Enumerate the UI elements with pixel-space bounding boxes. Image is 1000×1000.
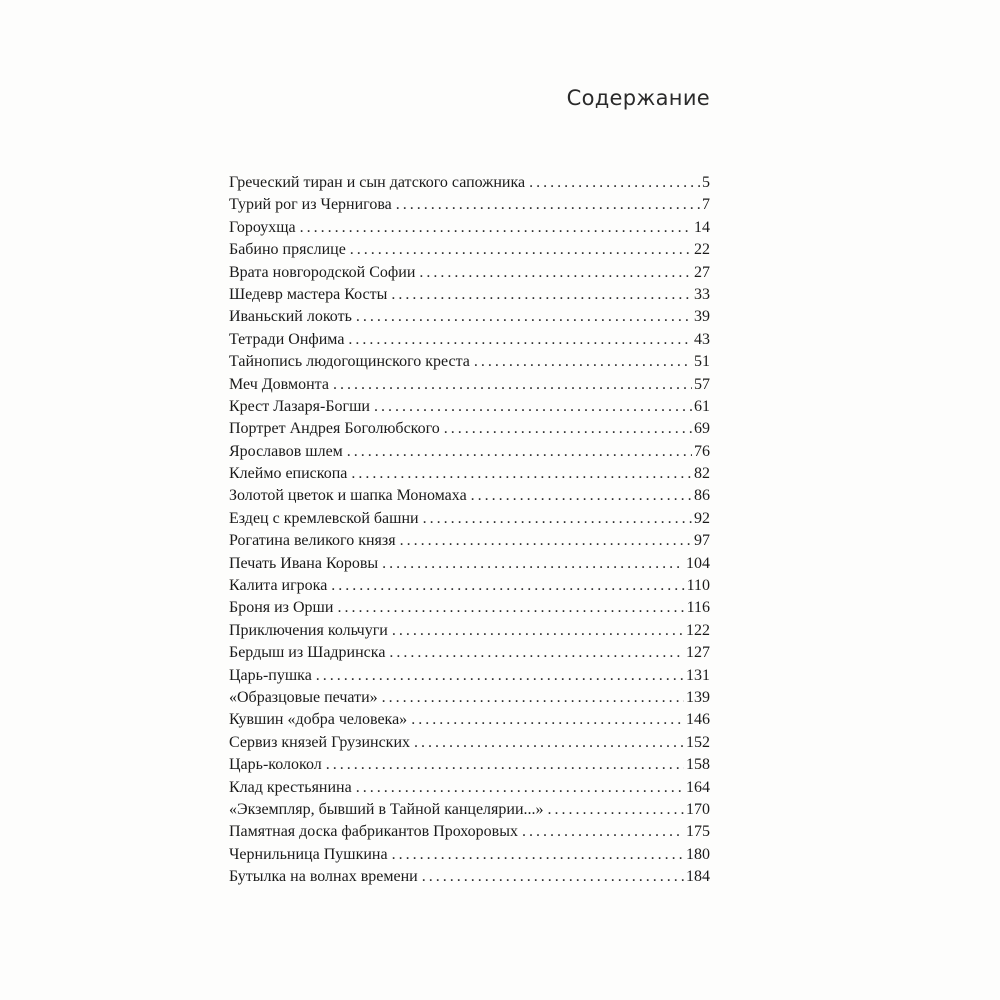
toc-entry xyxy=(229,353,710,375)
toc-entry-page-number: 97 xyxy=(694,532,710,550)
dot-leader xyxy=(444,420,692,438)
toc-entry-page-number: 131 xyxy=(686,666,710,684)
toc-entry-title: Клеймо епископа xyxy=(229,465,348,483)
toc-entry-page-number: 122 xyxy=(686,621,710,639)
toc-entry-title: Броня из Орши xyxy=(229,599,334,617)
toc-entry-page-number: 27 xyxy=(694,263,710,281)
toc-entry-page-number: 146 xyxy=(686,711,710,729)
toc-entry xyxy=(229,823,710,845)
page-title: Содержание xyxy=(566,86,710,111)
dot-leader xyxy=(529,174,700,192)
toc-entry-page-number: 33 xyxy=(694,285,710,303)
toc-entry-title: «Образцовые печати» xyxy=(229,688,378,706)
dot-leader xyxy=(419,264,692,282)
toc-entry xyxy=(229,465,710,487)
toc-entry-title: Тайнопись людогощинского креста xyxy=(229,353,470,371)
toc-entry-page-number: 164 xyxy=(686,778,710,796)
dot-leader xyxy=(422,868,684,886)
dot-leader xyxy=(348,331,692,349)
toc-entry xyxy=(229,510,710,532)
toc-entry xyxy=(229,443,710,465)
dot-leader xyxy=(391,286,692,304)
toc-entry xyxy=(229,756,710,778)
toc-entry-page-number: 5 xyxy=(702,174,710,191)
toc-entry xyxy=(229,196,710,218)
toc-entry xyxy=(229,711,710,733)
toc-entry-title: Меч Довмонта xyxy=(229,375,329,393)
toc-entry-title: Калита игрока xyxy=(229,577,328,595)
toc-entry-page-number: 116 xyxy=(686,599,710,617)
toc-entry-title: «Экземпляр, бывший в Тайной канцелярии...» xyxy=(229,800,544,818)
toc-entry-title: Кувшин «добра человека» xyxy=(229,711,408,729)
toc-entry-page-number: 184 xyxy=(686,868,710,886)
dot-leader xyxy=(423,510,692,528)
toc-entry-title: Шедевр мастера Косты xyxy=(229,285,388,303)
dot-leader xyxy=(333,376,692,394)
toc-entry-page-number: 104 xyxy=(686,554,710,572)
toc-entry-page-number: 82 xyxy=(694,465,710,483)
dot-leader xyxy=(347,443,692,461)
toc-entry-title: Врата новгородской Софии xyxy=(229,263,416,281)
toc-entry-page-number: 158 xyxy=(686,756,710,774)
toc-entry-title: Клад крестьянина xyxy=(229,778,352,796)
toc-entry-title: Чернильница Пушкина xyxy=(229,845,388,863)
toc-entry-title: Бердыш из Шадринска xyxy=(229,644,386,662)
dot-leader xyxy=(337,599,684,617)
toc-entry-title: Золотой цветок и шапка Мономаха xyxy=(229,487,467,505)
toc-entry xyxy=(229,779,710,801)
toc-entry xyxy=(229,174,710,196)
toc-entry xyxy=(229,241,710,263)
toc-entry-title: Сервиз князей Грузинских xyxy=(229,733,410,751)
toc-entry-page-number: 22 xyxy=(694,241,710,259)
toc-entry-page-number: 51 xyxy=(694,353,710,371)
toc-entry xyxy=(229,667,710,689)
dot-leader xyxy=(411,711,684,729)
toc-entry xyxy=(229,219,710,241)
toc-entry xyxy=(229,846,710,868)
toc-entry-title: Портрет Андрея Боголюбского xyxy=(229,420,440,438)
toc-entry xyxy=(229,420,710,442)
toc-entry-page-number: 92 xyxy=(694,509,710,527)
dot-leader xyxy=(356,779,684,797)
toc-entry xyxy=(229,532,710,554)
toc-entry xyxy=(229,487,710,509)
dot-leader xyxy=(548,801,684,819)
toc-entry-page-number: 139 xyxy=(686,688,710,706)
dot-leader xyxy=(474,353,692,371)
dot-leader xyxy=(396,196,700,214)
dot-leader xyxy=(300,219,692,237)
toc-entry xyxy=(229,264,710,286)
toc-entry xyxy=(229,734,710,756)
table-of-contents xyxy=(229,174,710,891)
toc-entry xyxy=(229,555,710,577)
toc-entry-page-number: 57 xyxy=(694,375,710,393)
toc-entry-title: Тетради Онфима xyxy=(229,330,345,348)
toc-entry xyxy=(229,398,710,420)
toc-entry-page-number: 175 xyxy=(686,823,710,841)
toc-entry-title: Памятная доска фабрикантов Прохоровых xyxy=(229,823,518,841)
toc-entry-title: Печать Ивана Коровы xyxy=(229,554,379,572)
toc-entry xyxy=(229,868,710,890)
dot-leader xyxy=(356,308,692,326)
dot-leader xyxy=(389,644,684,662)
toc-entry-page-number: 7 xyxy=(702,196,710,214)
dot-leader xyxy=(392,622,684,640)
toc-entry-page-number: 76 xyxy=(694,442,710,460)
toc-entry-title: Крест Лазаря-Богши xyxy=(229,397,370,415)
toc-entry-page-number: 180 xyxy=(686,845,710,863)
toc-entry xyxy=(229,599,710,621)
toc-entry-title: Иваньский локоть xyxy=(229,308,352,326)
toc-entry-title: Гороухща xyxy=(229,218,296,236)
toc-entry-title: Царь-колокол xyxy=(229,756,322,774)
toc-entry-title: Бутылка на волнах времени xyxy=(229,868,418,886)
toc-entry-title: Турий рог из Чернигова xyxy=(229,196,392,214)
toc-entry xyxy=(229,689,710,711)
toc-entry-title: Греческий тиран и сын датского сапожника xyxy=(229,174,526,191)
toc-entry xyxy=(229,376,710,398)
toc-entry xyxy=(229,644,710,666)
dot-leader xyxy=(522,823,684,841)
toc-entry-title: Царь-пушка xyxy=(229,666,312,684)
toc-entry-page-number: 61 xyxy=(694,397,710,415)
dot-leader xyxy=(350,241,692,259)
dot-leader xyxy=(392,846,684,864)
dot-leader xyxy=(351,465,692,483)
dot-leader xyxy=(374,398,692,416)
toc-entry-page-number: 43 xyxy=(694,330,710,348)
toc-entry xyxy=(229,801,710,823)
dot-leader xyxy=(471,487,692,505)
toc-entry-page-number: 170 xyxy=(686,800,710,818)
toc-entry xyxy=(229,308,710,330)
dot-leader xyxy=(326,756,684,774)
dot-leader xyxy=(331,577,684,595)
toc-entry-page-number: 127 xyxy=(686,644,710,662)
toc-entry-page-number: 110 xyxy=(686,577,710,595)
dot-leader xyxy=(414,734,684,752)
toc-entry-title: Рогатина великого князя xyxy=(229,532,396,550)
toc-entry-page-number: 86 xyxy=(694,487,710,505)
toc-entry xyxy=(229,331,710,353)
toc-entry-title: Бабино пряслице xyxy=(229,241,346,259)
toc-entry-page-number: 39 xyxy=(694,308,710,326)
toc-entry-title: Ярославов шлем xyxy=(229,442,343,460)
dot-leader xyxy=(382,689,684,707)
toc-entry xyxy=(229,622,710,644)
toc-entry xyxy=(229,286,710,308)
toc-entry-page-number: 14 xyxy=(694,218,710,236)
toc-entry-page-number: 152 xyxy=(686,733,710,751)
toc-entry-page-number: 69 xyxy=(694,420,710,438)
toc-entry xyxy=(229,577,710,599)
dot-leader xyxy=(382,555,684,573)
toc-entry-title: Ездец с кремлевской башни xyxy=(229,509,419,527)
dot-leader xyxy=(400,532,692,550)
dot-leader xyxy=(316,667,684,685)
toc-entry-title: Приключения кольчуги xyxy=(229,621,388,639)
